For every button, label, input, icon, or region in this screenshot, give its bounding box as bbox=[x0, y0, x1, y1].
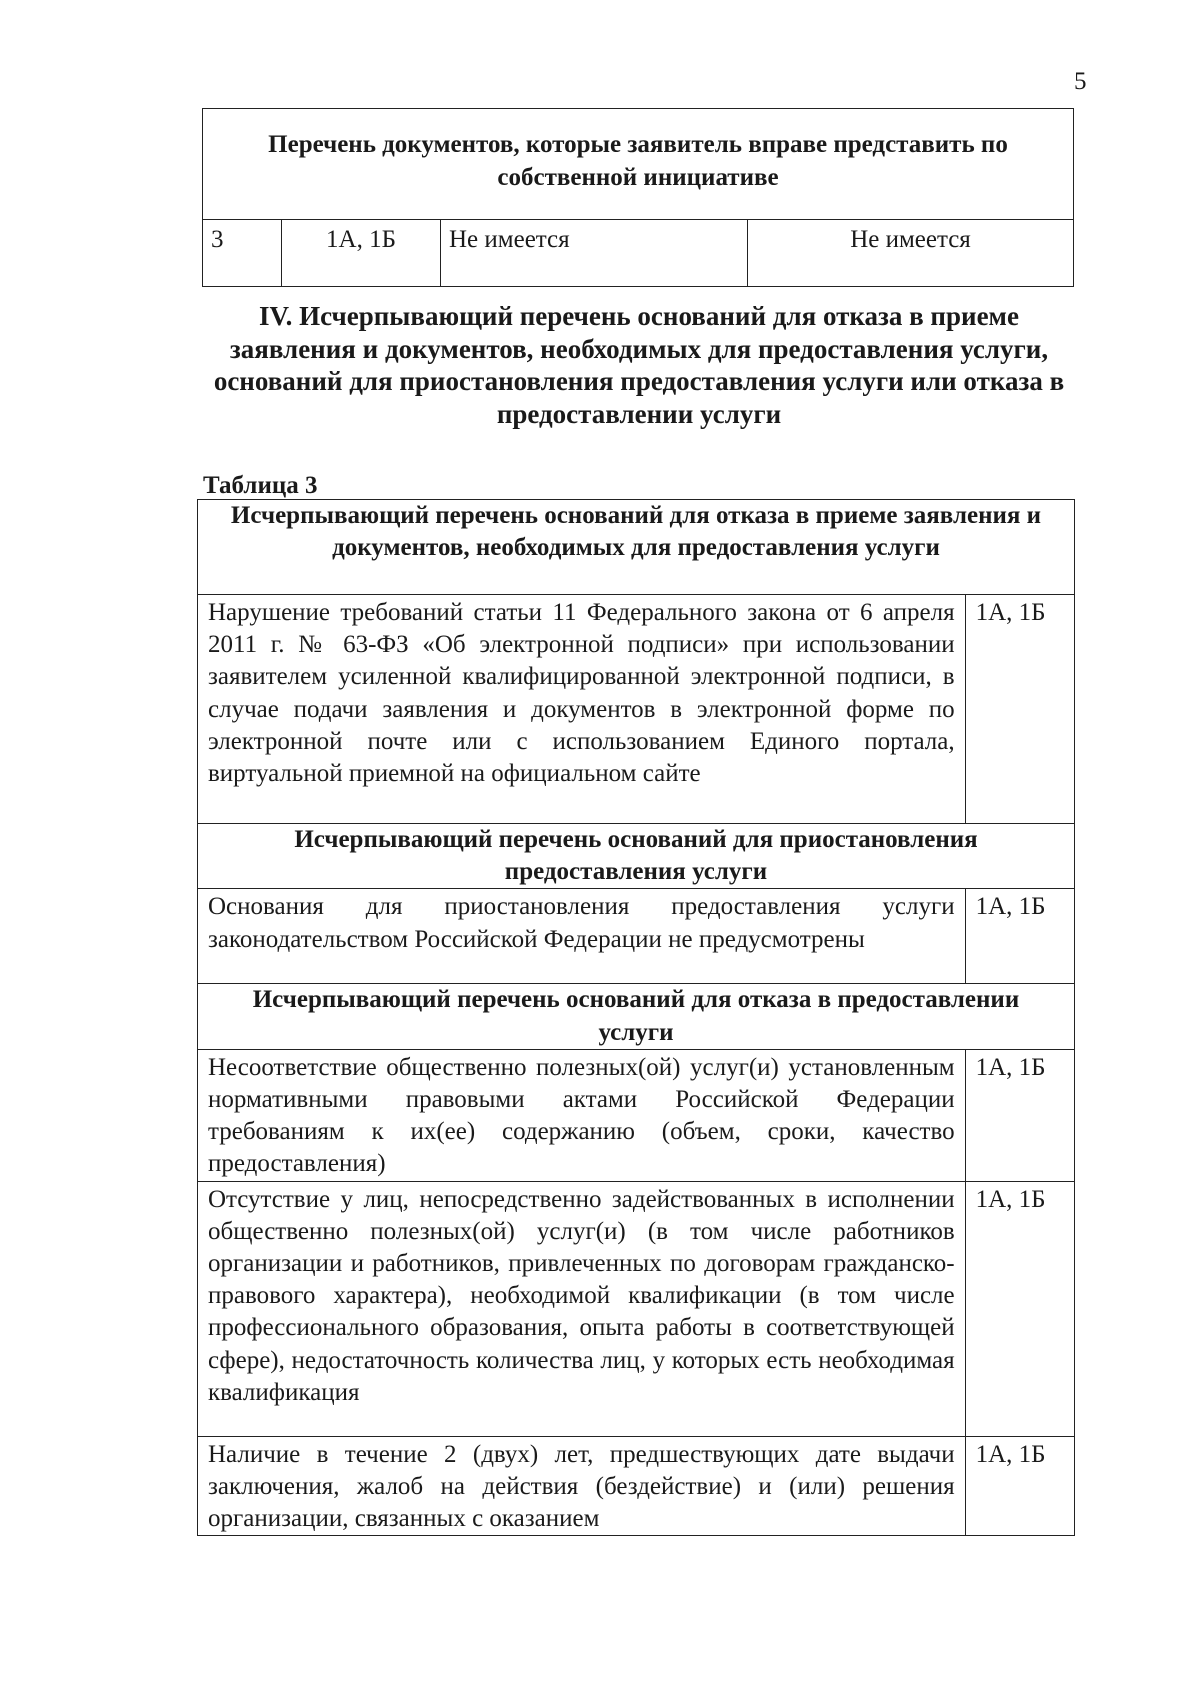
ground-code: 1А, 1Б bbox=[965, 1436, 1074, 1536]
ground-code: 1А, 1Б bbox=[965, 595, 1074, 824]
group-header-suspension: Исчерпывающий перечень оснований для приостановления предоставления услуги bbox=[198, 824, 1075, 889]
ground-code: 1А, 1Б bbox=[965, 889, 1074, 984]
table-row bbox=[203, 220, 1074, 287]
documents-table-header: Перечень документов, которые заявитель вправе представить по собственной инициативе bbox=[203, 109, 1074, 220]
table-caption: Таблица 3 bbox=[203, 472, 318, 499]
row-value-cell: Не имеется bbox=[748, 220, 1074, 287]
row-value-cell: Не имеется bbox=[441, 220, 748, 287]
group-header-row bbox=[198, 500, 1075, 595]
row-code-cell: 1А, 1Б bbox=[282, 220, 441, 287]
table-row bbox=[198, 595, 1075, 824]
ground-code: 1А, 1Б bbox=[965, 1181, 1074, 1436]
table-row bbox=[198, 1049, 1075, 1181]
ground-text: Основания для приостановления предоставления услуги законодательством Российской Федерации не предусмотрены bbox=[198, 889, 966, 984]
group-header-row bbox=[198, 824, 1075, 889]
table-row bbox=[198, 1181, 1075, 1436]
ground-text: Несоответствие общественно полезных(ой) услуг(и) установленным нормативными правовыми актами Российской Федерации требованиям к их(ее) содержанию (объем, сроки, качество предоставления) bbox=[198, 1049, 966, 1181]
documents-table bbox=[202, 108, 1074, 287]
group-header-refusal-acceptance: Исчерпывающий перечень оснований для отказа в приеме заявления и документов, необходимых для предоставления услуги bbox=[198, 500, 1075, 595]
section-heading: IV. Исчерпывающий перечень оснований для отказа в приеме заявления и документов, необходимых для предоставления услуги, оснований для приостановления предоставления услуги или отказа в предоставлении услуги bbox=[213, 301, 1065, 429]
ground-text: Нарушение требований статьи 11 Федерального закона от 6 апреля 2011 г. № 63-ФЗ «Об электронной подписи» при использовании заявителем усиленной квалифицированной электронной подписи, в случае подачи заявления и документов в электронной форме по электронной почте или с использованием Единого портала, виртуальной приемной на официальном сайте bbox=[198, 595, 966, 824]
grounds-table bbox=[197, 499, 1075, 1536]
table-row bbox=[198, 889, 1075, 984]
page-number: 5 bbox=[1074, 68, 1087, 95]
ground-code: 1А, 1Б bbox=[965, 1049, 1074, 1181]
ground-text: Отсутствие у лиц, непосредственно задействованных в исполнении общественно полезных(ой) услуг(и) (в том числе работников организации и работников, привлеченных по договорам гражданско-правового характера), необходимой квалификации (в том числе профессионального образования, опыта работы в соответствующей сфере), недостаточность количества лиц, у которых есть необходимая квалификация bbox=[198, 1181, 966, 1436]
ground-text: Наличие в течение 2 (двух) лет, предшествующих дате выдачи заключения, жалоб на действия (бездействие) и (или) решения организации, связанных с оказанием bbox=[198, 1436, 966, 1536]
row-number-cell: 3 bbox=[203, 220, 282, 287]
table-row bbox=[198, 1436, 1075, 1536]
group-header-row bbox=[198, 984, 1075, 1049]
group-header-refusal-service: Исчерпывающий перечень оснований для отказа в предоставлении услуги bbox=[198, 984, 1075, 1049]
